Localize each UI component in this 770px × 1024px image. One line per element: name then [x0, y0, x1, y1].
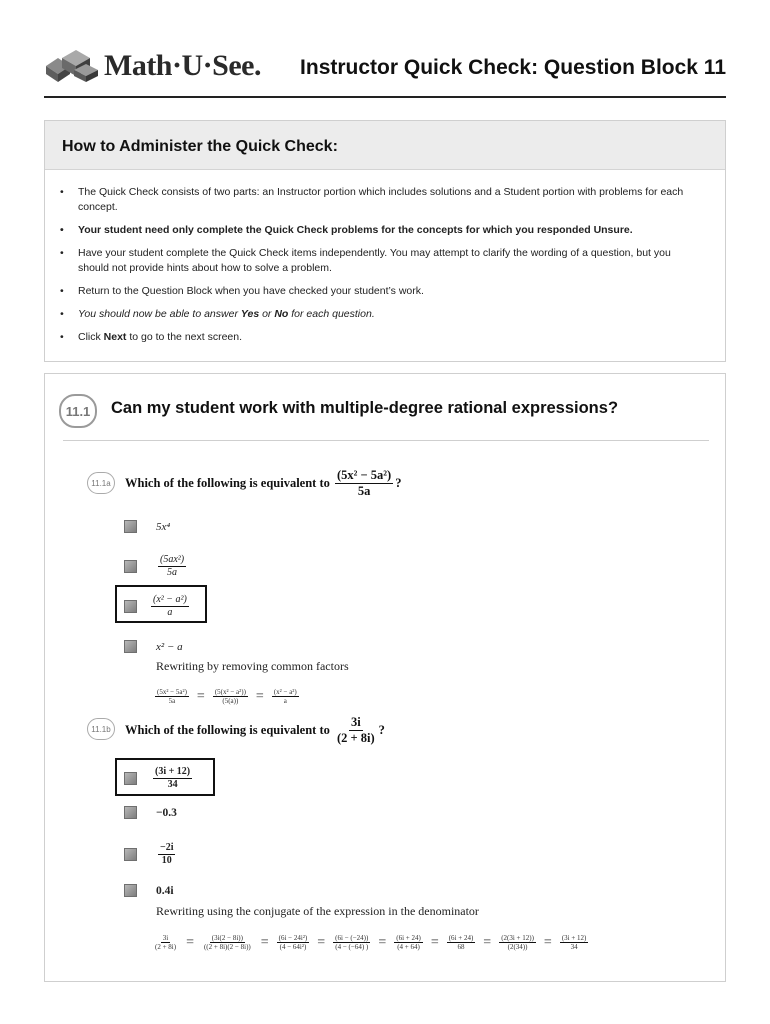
fraction-denominator: 5a	[168, 697, 176, 706]
prompt-text: Which of the following is equivalent to	[125, 723, 330, 737]
instruction-text: Your student need only complete the Quick Check problems for the concepts for which you responded	[78, 224, 594, 236]
option-checkbox[interactable]	[124, 884, 137, 897]
instruction-emphasis: Next	[103, 331, 127, 343]
option-checkbox[interactable]	[124, 520, 137, 533]
fraction-numerator: (5ax²)	[160, 554, 185, 565]
question-mark: ?	[395, 476, 402, 490]
fraction-numerator: (2(3i + 12))	[501, 934, 534, 942]
question-badge: 11.1a	[87, 472, 115, 494]
logo	[44, 46, 261, 86]
page-title: Instructor Quick Check: Question Block 11	[300, 56, 726, 79]
option-checkbox[interactable]	[124, 848, 137, 861]
instruction-text: You should now be able to answer	[78, 308, 241, 320]
fraction-numerator: −2i	[160, 842, 174, 853]
question-prompt	[125, 715, 385, 746]
option-label	[156, 842, 177, 867]
instruction-item	[60, 185, 700, 215]
instruction-item	[60, 330, 700, 345]
fraction-numerator: (5(x² − a²))	[214, 688, 246, 696]
fraction-denominator: (4 − 64i²)	[279, 943, 307, 952]
question-badge: 11.1b	[87, 718, 115, 740]
instruction-emphasis: Unsure	[593, 224, 630, 236]
instruction-emphasis: Yes	[240, 308, 260, 320]
option-label: −0.3	[156, 806, 177, 819]
fraction-denominator: ((2 + 8i)(2 − 8i))	[203, 943, 251, 952]
option-label	[156, 554, 188, 579]
fraction-numerator: (3i + 12)	[155, 766, 191, 777]
fraction-numerator: (3i(2 − 8i))	[211, 934, 243, 942]
fraction-denominator: (4 − (−64) )	[335, 943, 369, 952]
bullet: •	[60, 224, 64, 236]
equals-sign: =	[543, 934, 552, 950]
bullet: •	[60, 308, 64, 320]
equals-sign: =	[430, 934, 439, 950]
prompt-fraction	[335, 468, 393, 499]
fraction-denominator: (2 + 8i)	[155, 943, 177, 952]
fraction-denominator: 5a	[167, 567, 178, 578]
instruction-text: for each question.	[288, 308, 375, 320]
option-checkbox[interactable]	[124, 772, 137, 785]
fraction-denominator: a	[283, 697, 287, 706]
solution-work	[151, 934, 590, 952]
equals-sign: =	[378, 934, 387, 950]
instructions-panel	[44, 120, 726, 362]
instruction-emphasis: No	[274, 308, 289, 320]
fraction-numerator: 3i	[350, 715, 361, 729]
section-number-badge: 11.1	[59, 394, 97, 428]
fraction-numerator: (6i + 24)	[448, 934, 474, 942]
fraction-denominator: 68	[457, 943, 465, 952]
equals-sign: =	[196, 688, 205, 704]
instruction-text: .	[629, 224, 633, 236]
bullet: •	[60, 247, 64, 259]
instructions-title: How to Administer the Quick Check:	[62, 138, 338, 155]
option-checkbox[interactable]	[124, 640, 137, 653]
solution-explanation: Rewriting using the conjugate of the expression in the denominator	[156, 904, 479, 918]
answer-option[interactable]	[124, 806, 177, 819]
answer-option[interactable]	[124, 766, 194, 791]
solution-work	[153, 688, 301, 706]
fraction-denominator: (2(34))	[507, 943, 528, 952]
equals-sign: =	[186, 934, 194, 950]
instruction-item	[60, 307, 700, 322]
fraction-numerator: (5x² − 5a²)	[337, 468, 392, 482]
instruction-item	[60, 246, 700, 276]
prompt-text: Which of the following is equivalent to	[125, 476, 330, 490]
answer-option[interactable]	[124, 884, 174, 897]
instruction-item	[60, 284, 700, 299]
answer-option[interactable]	[124, 842, 177, 867]
option-label	[151, 766, 194, 791]
answer-option[interactable]	[124, 640, 183, 653]
fraction-numerator: (6i − 24i²)	[278, 934, 308, 942]
fraction-numerator: (5x² − 5a²)	[157, 688, 187, 696]
instructions-header	[45, 121, 725, 170]
question-prompt	[125, 468, 401, 499]
page-header	[44, 40, 726, 98]
bullet: •	[60, 186, 64, 198]
fraction-numerator: (3i + 12)	[561, 934, 587, 942]
option-label: x² − a	[156, 640, 183, 653]
divider	[63, 440, 709, 441]
fraction-denominator: (2 + 8i)	[337, 731, 375, 745]
instruction-text: Click	[78, 331, 104, 343]
bullet: •	[60, 285, 64, 297]
question-mark: ?	[378, 723, 385, 737]
equals-sign: =	[317, 934, 326, 950]
fraction-denominator: a	[167, 607, 173, 618]
fraction-denominator: 34	[570, 943, 578, 952]
option-checkbox[interactable]	[124, 806, 137, 819]
option-checkbox[interactable]	[124, 600, 137, 613]
fraction-denominator: 5a	[357, 484, 371, 498]
option-label: 0.4i	[156, 884, 174, 897]
solution-explanation: Rewriting by removing common factors	[156, 659, 349, 673]
equals-sign: =	[255, 688, 264, 704]
logo-text: Math·U·See.	[104, 49, 261, 82]
fraction-numerator: (x² − a²)	[153, 594, 187, 605]
fraction-numerator: (6i − (−24))	[335, 934, 369, 942]
instruction-text: The Quick Check consists of two parts: an Instructor portion which includes solutions and a Student portion with problems for each concept.	[78, 186, 684, 213]
prompt-fraction	[335, 715, 377, 746]
answer-option[interactable]	[124, 594, 191, 619]
instructions-list	[60, 185, 700, 353]
fraction-denominator: (4 + 64)	[397, 943, 420, 952]
option-label	[149, 594, 191, 619]
logo-cubes-icon	[44, 48, 100, 84]
question-section	[44, 373, 726, 982]
section-heading: Can my student work with multiple-degree rational expressions?	[111, 399, 619, 417]
fraction-numerator: (x² − a²)	[273, 688, 297, 696]
fraction-numerator: 3i	[162, 934, 169, 942]
option-label: 5x⁴	[156, 520, 171, 533]
answer-option[interactable]	[124, 554, 188, 579]
instruction-item	[60, 223, 700, 238]
fraction-denominator: 34	[167, 779, 178, 790]
equals-sign: =	[260, 934, 269, 950]
instruction-text: Return to the Question Block when you have checked your student’s work.	[78, 285, 424, 297]
answer-option[interactable]	[124, 520, 170, 533]
instruction-text: Have your student complete the Quick Check items independently. You may attempt to clarify the wording of a question, but you should not provide hints about how to solve a problem.	[78, 247, 671, 274]
option-checkbox[interactable]	[124, 560, 137, 573]
fraction-denominator: (5(a))	[222, 697, 239, 706]
bullet: •	[60, 331, 64, 343]
equals-sign: =	[483, 934, 492, 950]
instruction-text: to go to the next screen.	[126, 331, 243, 343]
fraction-numerator: (6i + 24)	[396, 934, 421, 942]
fraction-denominator: 10	[161, 855, 172, 866]
instruction-text: or	[259, 308, 275, 320]
